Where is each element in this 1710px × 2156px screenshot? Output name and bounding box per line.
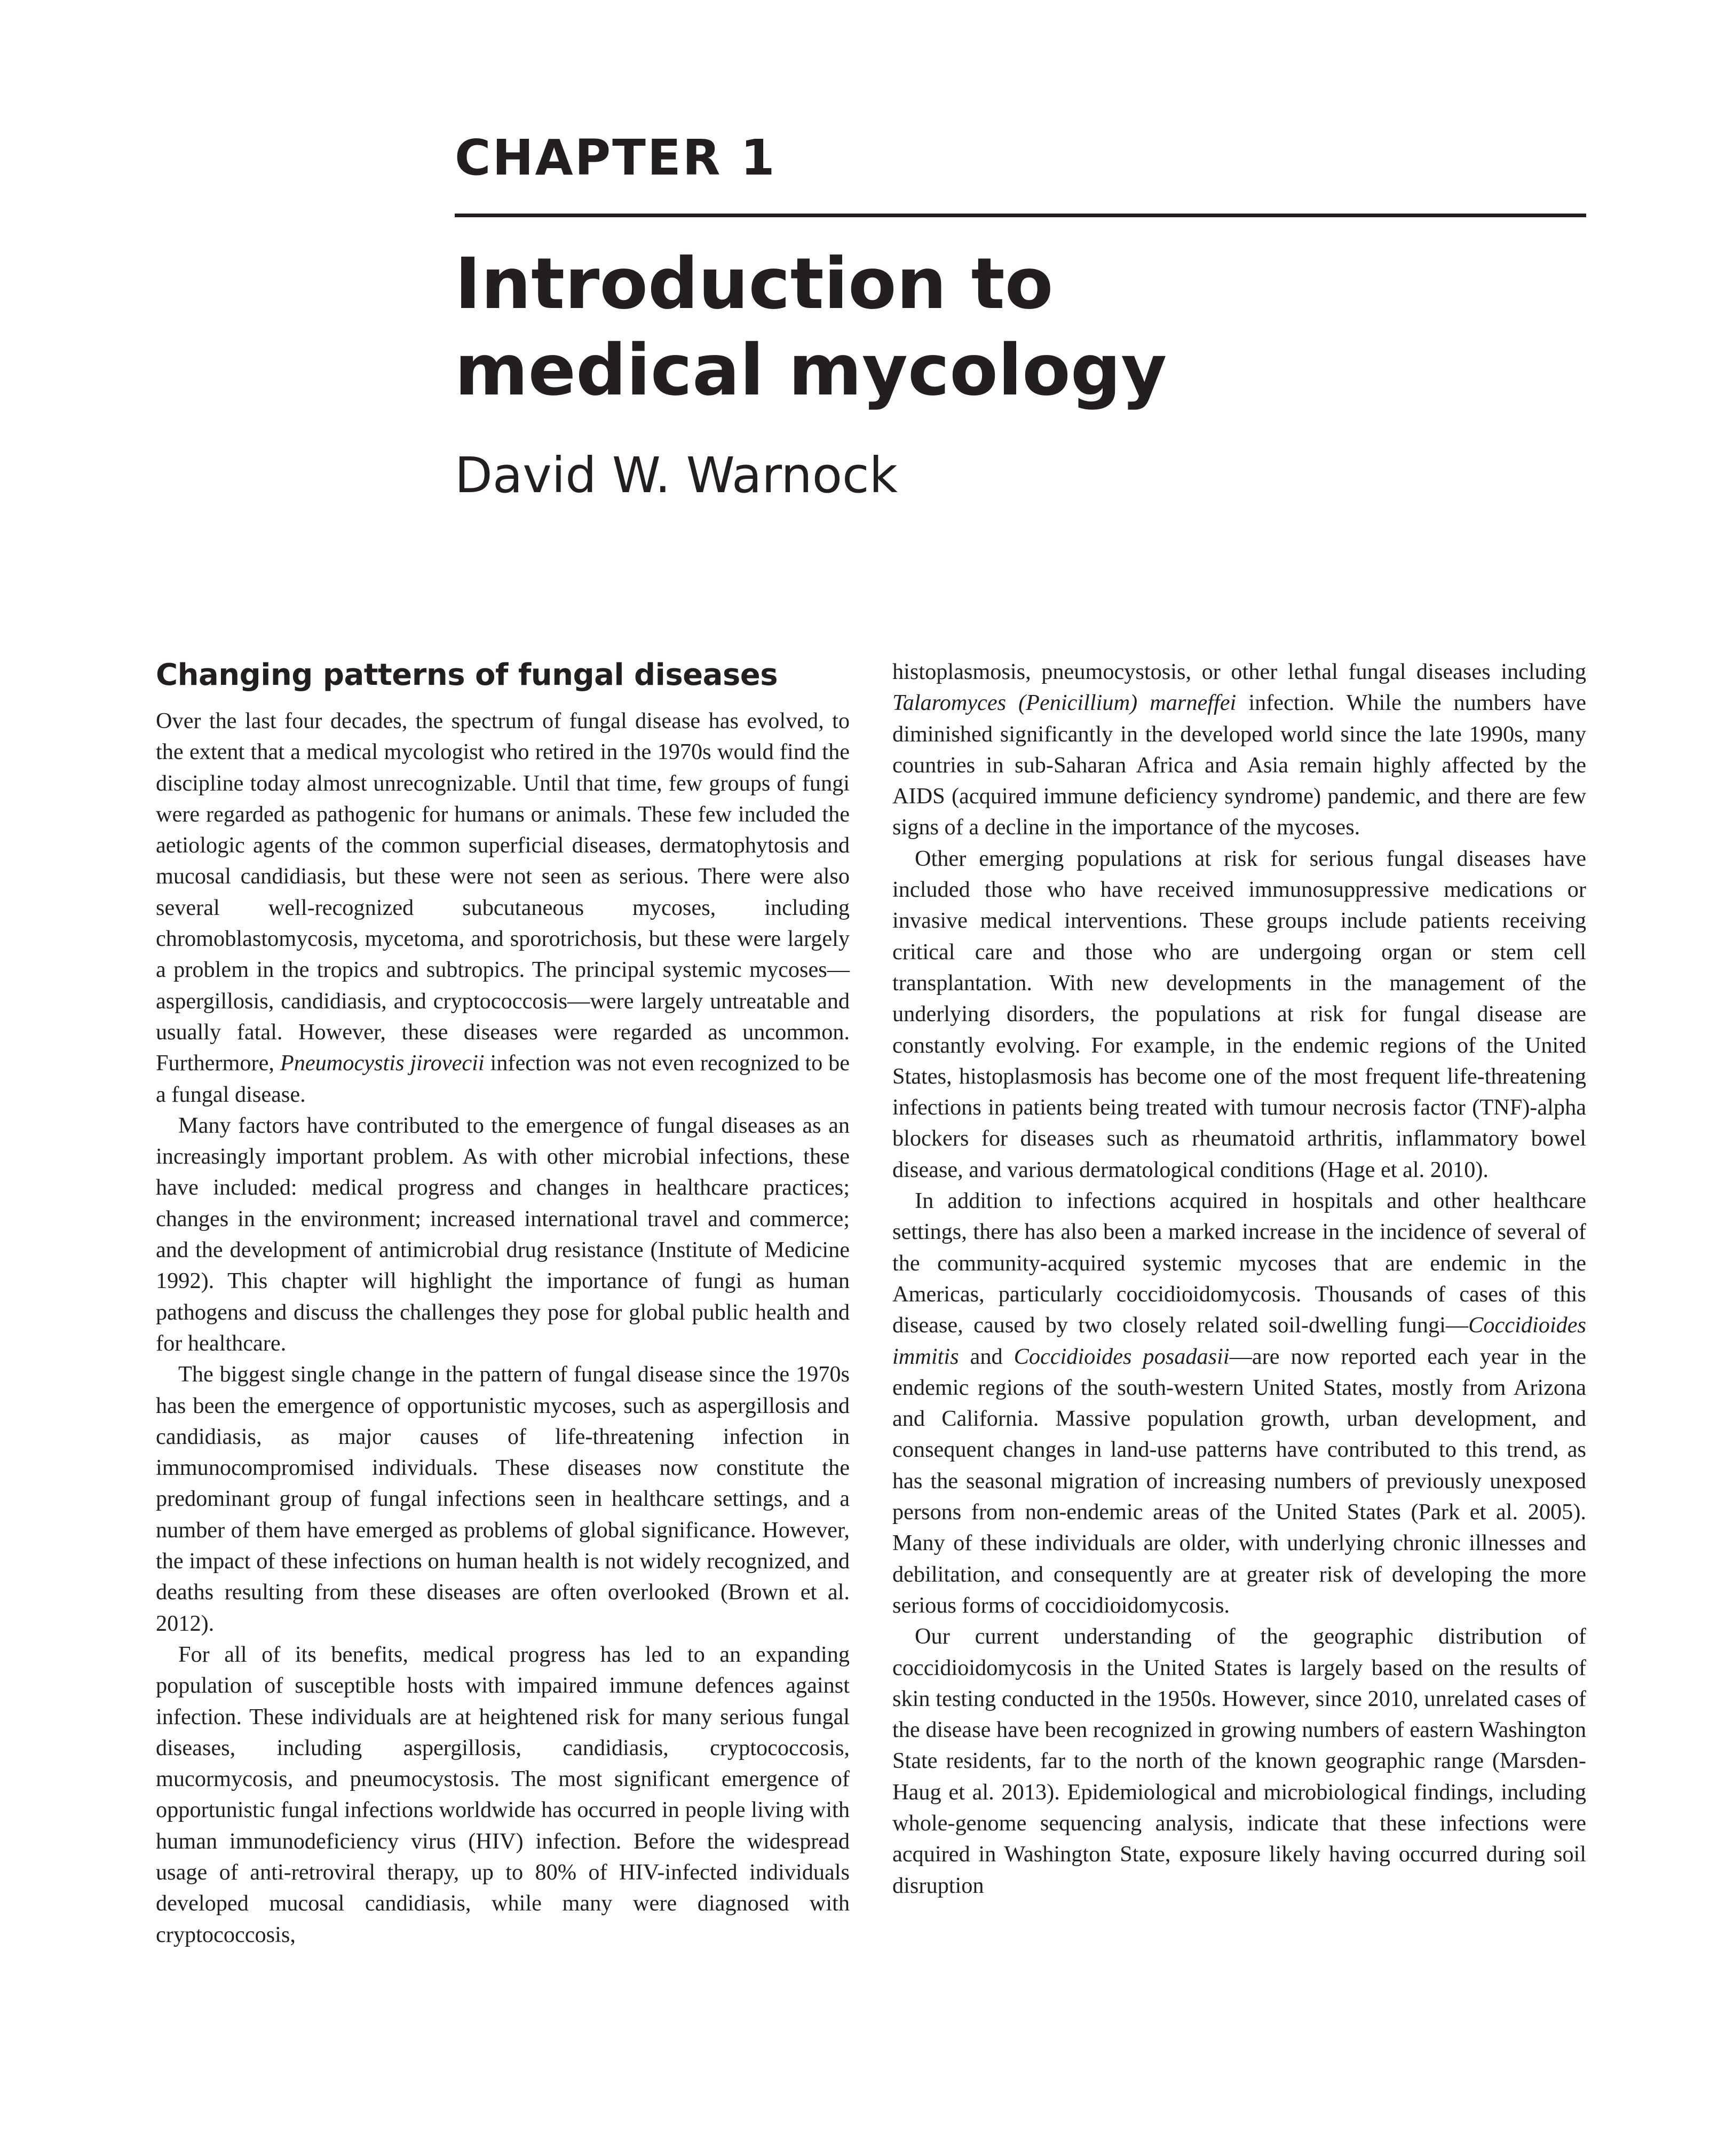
paragraph: Our current understanding of the geographic distribution of coccidioidomycosis in the United States is largely based on the results of skin testing conducted in the 1950s. However, since 2010, unrelated cases of the disease have been recognized in growing numbers of eastern Washington State residents, far to the north of the known geographic range (Marsden-Haug et al. 2013). Epidemiological and microbiological findings, including whole-genome sequencing analysis, indicate that these infections were acquired in Washington State, exposure likely having occurred during soil disruption bbox=[892, 1624, 1586, 1898]
right-column bbox=[892, 657, 1586, 1901]
paragraph: For all of its benefits, medical progress has led to an expanding population of susceptible hosts with impaired immune defences against infection. These individuals are at heightened risk for many serious fungal diseases, including aspergillosis, candidiasis, cryptococcosis, mucormycosis, and pneumocystosis. The most significant emergence of opportunistic fungal infections worldwide has occurred in people living with human immunodeficiency virus (HIV) infection. Before the widespread usage of anti-retroviral therapy, up to 80% of HIV-infected individuals developed mucosal candidiasis, while many were diagnosed with cryptococcosis, bbox=[156, 1641, 850, 1947]
paragraph: In addition to infections acquired in hospitals and other healthcare settings, there has also been a marked increase in the incidence of several of the community-acquired systemic mycoses that are endemic in the Americas, particularly coccidioidomycosis. Thousands of cases of this disease, caused by two closely related soil-dwelling fungi—Coccidioides immitis and Coccidioides posadasii—are now reported each year in the endemic regions of the south-western United States, mostly from Arizona and California. Massive population growth, urban development, and consequent changes in land-use patterns have contributed to this trend, as has the seasonal migration of increasing numbers of previously unexposed persons from non-endemic areas of the United States (Park et al. 2005). Many of these individuals are older, with underlying chronic illnesses and debilitation, and consequently are at greater risk of developing the more serious forms of coccidioidomycosis. bbox=[892, 1188, 1587, 1618]
paragraph: Over the last four decades, the spectrum of fungal disease has evolved, to the extent that a medical mycologist who retired in the 1970s would find the discipline today almost unrecognizable. Until that time, few groups of fungi were regarded as pathogenic for humans or animals. These few included the aetiologic agents of the common superficial diseases, dermatophytosis and mucosal candidiasis, but these were not seen as serious. There were also several well-recognized subcutaneous mycoses, including chromoblastomycosis, mycetoma, and sporotrichosis, but these were largely a problem in the tropics and subtropics. The principal systemic mycoses—aspergillosis, candidiasis, and cryptococcosis—were largely untreatable and usually fatal. However, these diseases were regarded as uncommon. Furthermore, Pneumocystis jirovecii infection was not even recognized to be a fungal disease. bbox=[156, 708, 850, 1107]
chapter-header bbox=[455, 129, 1586, 504]
author-name: David W. Warnock bbox=[455, 447, 898, 504]
paragraph: histoplasmosis, pneumocystosis, or other lethal fungal diseases including Talaromyces (Penicillium) marneffei infection. While the numbers have diminished significantly in the developed world since the late 1990s, many countries in sub-Saharan Africa and Asia remain highly affected by the AIDS (acquired immune deficiency syndrome) pandemic, and there are few signs of a decline in the importance of the mycoses. bbox=[892, 659, 1586, 840]
paragraph: Many factors have contributed to the emergence of fungal diseases as an increasingly important problem. As with other microbial infections, these have included: medical progress and changes in healthcare practices; changes in the environment; increased international travel and commerce; and the development of antimicrobial drug resistance (Institute of Medicine 1992). This chapter will highlight the importance of fungi as human pathogens and discuss the challenges they pose for global public health and for healthcare. bbox=[156, 1112, 850, 1356]
paragraph: The biggest single change in the pattern of fungal disease since the 1970s has been the emergence of opportunistic mycoses, such as aspergillosis and candidiasis, as major causes of life-threatening infection in immunocompromised individuals. These diseases now constitute the predominant group of fungal infections seen in healthcare settings, and a number of them have emerged as problems of global significance. However, the impact of these infections on human health is not widely recognized, and deaths resulting from these diseases are often overlooked (Brown et al. 2012). bbox=[156, 1362, 850, 1636]
chapter-title-line-2: medical mycology bbox=[455, 329, 1167, 412]
chapter-title-line-1: Introduction to bbox=[455, 243, 1054, 325]
left-column bbox=[156, 657, 850, 1950]
section-heading: Changing patterns of fungal diseases bbox=[156, 658, 778, 692]
chapter-title bbox=[455, 241, 1586, 414]
paragraph: Other emerging populations at risk for serious fungal diseases have included those who have received immunosuppressive medications or invasive medical interventions. These groups include patients receiving critical care and those who are undergoing organ or stem cell transplantation. With new developments in the management of the underlying disorders, the populations at risk for fungal disease are constantly evolving. For example, in the endemic regions of the United States, histoplasmosis has become one of the most frequent life-threatening infections in patients being treated with tumour necrosis factor (TNF)-alpha blockers for diseases such as rheumatoid arthritis, inflammatory bowel disease, and various dermatological conditions (Hage et al. 2010). bbox=[892, 846, 1586, 1182]
chapter-label: CHAPTER 1 bbox=[455, 129, 777, 186]
header-rule bbox=[455, 214, 1586, 217]
